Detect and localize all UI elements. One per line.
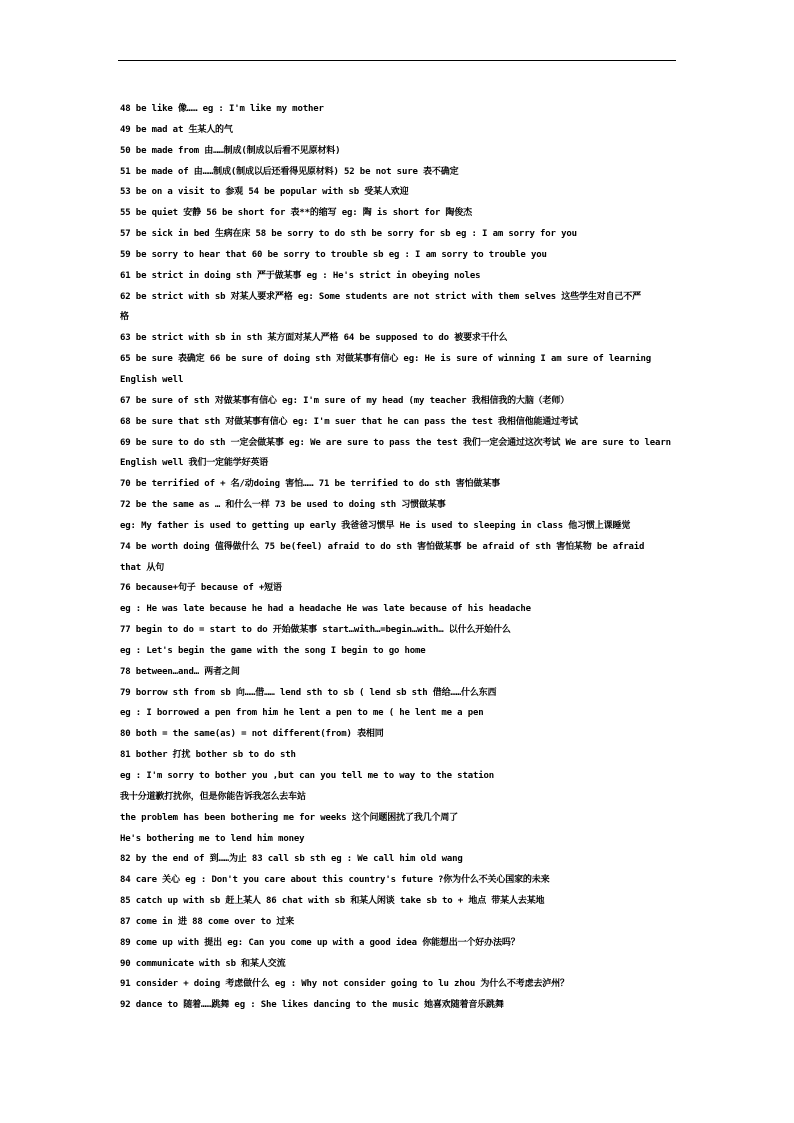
text-line: 59 be sorry to hear that 60 be sorry to trouble sb eg : I am sorry to trouble you xyxy=(120,249,547,260)
text-line: He's bothering me to lend him money xyxy=(120,833,305,844)
text-line: 90 communicate with sb 和某人交流 xyxy=(120,958,286,969)
text-line: 53 be on a visit to 参观 54 be popular with sb 受某人欢迎 xyxy=(120,187,409,198)
text-line: 48 be like 像…… eg : I'm like my mother xyxy=(120,104,324,114)
text-line: 78 between…and… 两者之间 xyxy=(120,666,240,677)
text-line: 72 be the same as … 和什么一样 73 be used to doing sth 习惯做某事 xyxy=(120,500,446,511)
document-body xyxy=(120,99,720,1016)
text-line: eg : I'm sorry to bother you ,but can you tell me to way to the station xyxy=(120,771,495,781)
text-line: 77 begin to do = start to do 开始做某事 start…with…=begin…with… 以什么开始什么 xyxy=(120,625,511,636)
text-line: 91 consider + doing 考虑做什么 eg : Why not consider going to lu zhou 为什么不考虑去泸州？ xyxy=(120,979,569,990)
text-line: 68 be sure that sth 对做某事有信心 eg: I'm suer that he can pass the test 我相信他能通过考试 xyxy=(120,416,578,427)
text-line: 65 be sure 表确定 66 be sure of doing sth 对做某事有信心 eg: He is sure of winning I am sure of learning xyxy=(120,354,652,365)
text-line: 82 by the end of 到……为止 83 call sb sth eg : We call him old wang xyxy=(120,854,463,865)
text-line: 格 xyxy=(120,312,129,323)
text-line: the problem has been bothering me for weeks 这个问题困扰了我几个周了 xyxy=(120,812,459,823)
text-line: 79 borrow sth from sb 向……借…… lend sth to sb ( lend sb sth 借给……什么东西 xyxy=(120,687,497,698)
text-line: 76 because+句子 because of +短语 xyxy=(120,583,282,594)
text-line: 81 bother 打扰 bother sb to do sth xyxy=(120,750,296,761)
text-line: 85 catch up with sb 赶上某人 86 chat with sb 和某人闲谈 take sb to + 地点 带某人去某地 xyxy=(120,896,545,907)
text-line: 63 be strict with sb in sth 某方面对某人严格 64 be supposed to do 被要求干什么 xyxy=(120,333,508,344)
text-line: 我十分道歉打扰你，但是你能告诉我怎么去车站 xyxy=(120,791,306,802)
text-line: English well 我们一定能学好英语 xyxy=(120,458,269,469)
text-line: 92 dance to 随着……跳舞 eg : She likes dancing to the music 她喜欢随着音乐跳舞 xyxy=(120,1000,504,1011)
text-line: 50 be made from 由……制成(制成以后看不见原材料) xyxy=(120,145,341,156)
text-line: 49 be mad at 生某人的气 xyxy=(120,124,233,135)
text-line: eg : Let's begin the game with the song I begin to go home xyxy=(120,645,426,656)
text-line: 51 be made of 由……制成(制成以后还看得见原材料) 52 be not sure 表不确定 xyxy=(120,166,459,177)
text-line: English well xyxy=(120,374,184,385)
text-line: 70 be terrified of + 名/动doing 害怕…… 71 be terrified to do sth 害怕做某事 xyxy=(120,479,500,490)
text-line: 57 be sick in bed 生病在床 58 be sorry to do sth be sorry for sb eg : I am sorry for you xyxy=(120,229,577,240)
text-line: 62 be strict with sb 对某人要求严格 eg: Some students are not strict with them selves 这些学生对自己不严 xyxy=(120,291,641,302)
text-line: 87 come in 进 88 come over to 过来 xyxy=(120,916,295,927)
text-line: eg: My father is used to getting up early 我爸爸习惯早 He is used to sleeping in class 他习惯上课睡觉 xyxy=(120,520,631,531)
text-line: that 从句 xyxy=(120,562,165,573)
header-rule xyxy=(118,60,676,61)
text-line: 67 be sure of sth 对做某事有信心 eg: I'm sure of my head (my teacher 我相信我的大脑（老师） xyxy=(120,395,570,406)
text-line: eg : He was late because he had a headache He was late because of his headache xyxy=(120,604,531,615)
text-line: 84 care 关心 eg : Don't you care about this country's future ?你为什么不关心国家的未来 xyxy=(120,875,550,886)
text-line: 55 be quiet 安静 56 be short for 表**的缩写 eg: 陶 is short for 陶俊杰 xyxy=(120,208,472,219)
text-line: 80 both = the same(as) = not different(from) 表相同 xyxy=(120,729,384,740)
text-line: 74 be worth doing 值得做什么 75 be(feel) afraid to do sth 害怕做某事 be afraid of sth 害怕某物 be afraid xyxy=(120,541,645,552)
text-line: 69 be sure to do sth 一定会做某事 eg: We are sure to pass the test 我们一定会通过这次考试 We are sure to learn xyxy=(120,437,671,448)
text-line: 89 come up with 提出 eg: Can you come up with a good idea 你能想出一个好办法吗？ xyxy=(120,937,520,948)
text-line: 61 be strict in doing sth 严于做某事 eg : He's strict in obeying noles xyxy=(120,270,481,281)
text-line: eg : I borrowed a pen from him he lent a pen to me ( he lent me a pen xyxy=(120,708,484,719)
